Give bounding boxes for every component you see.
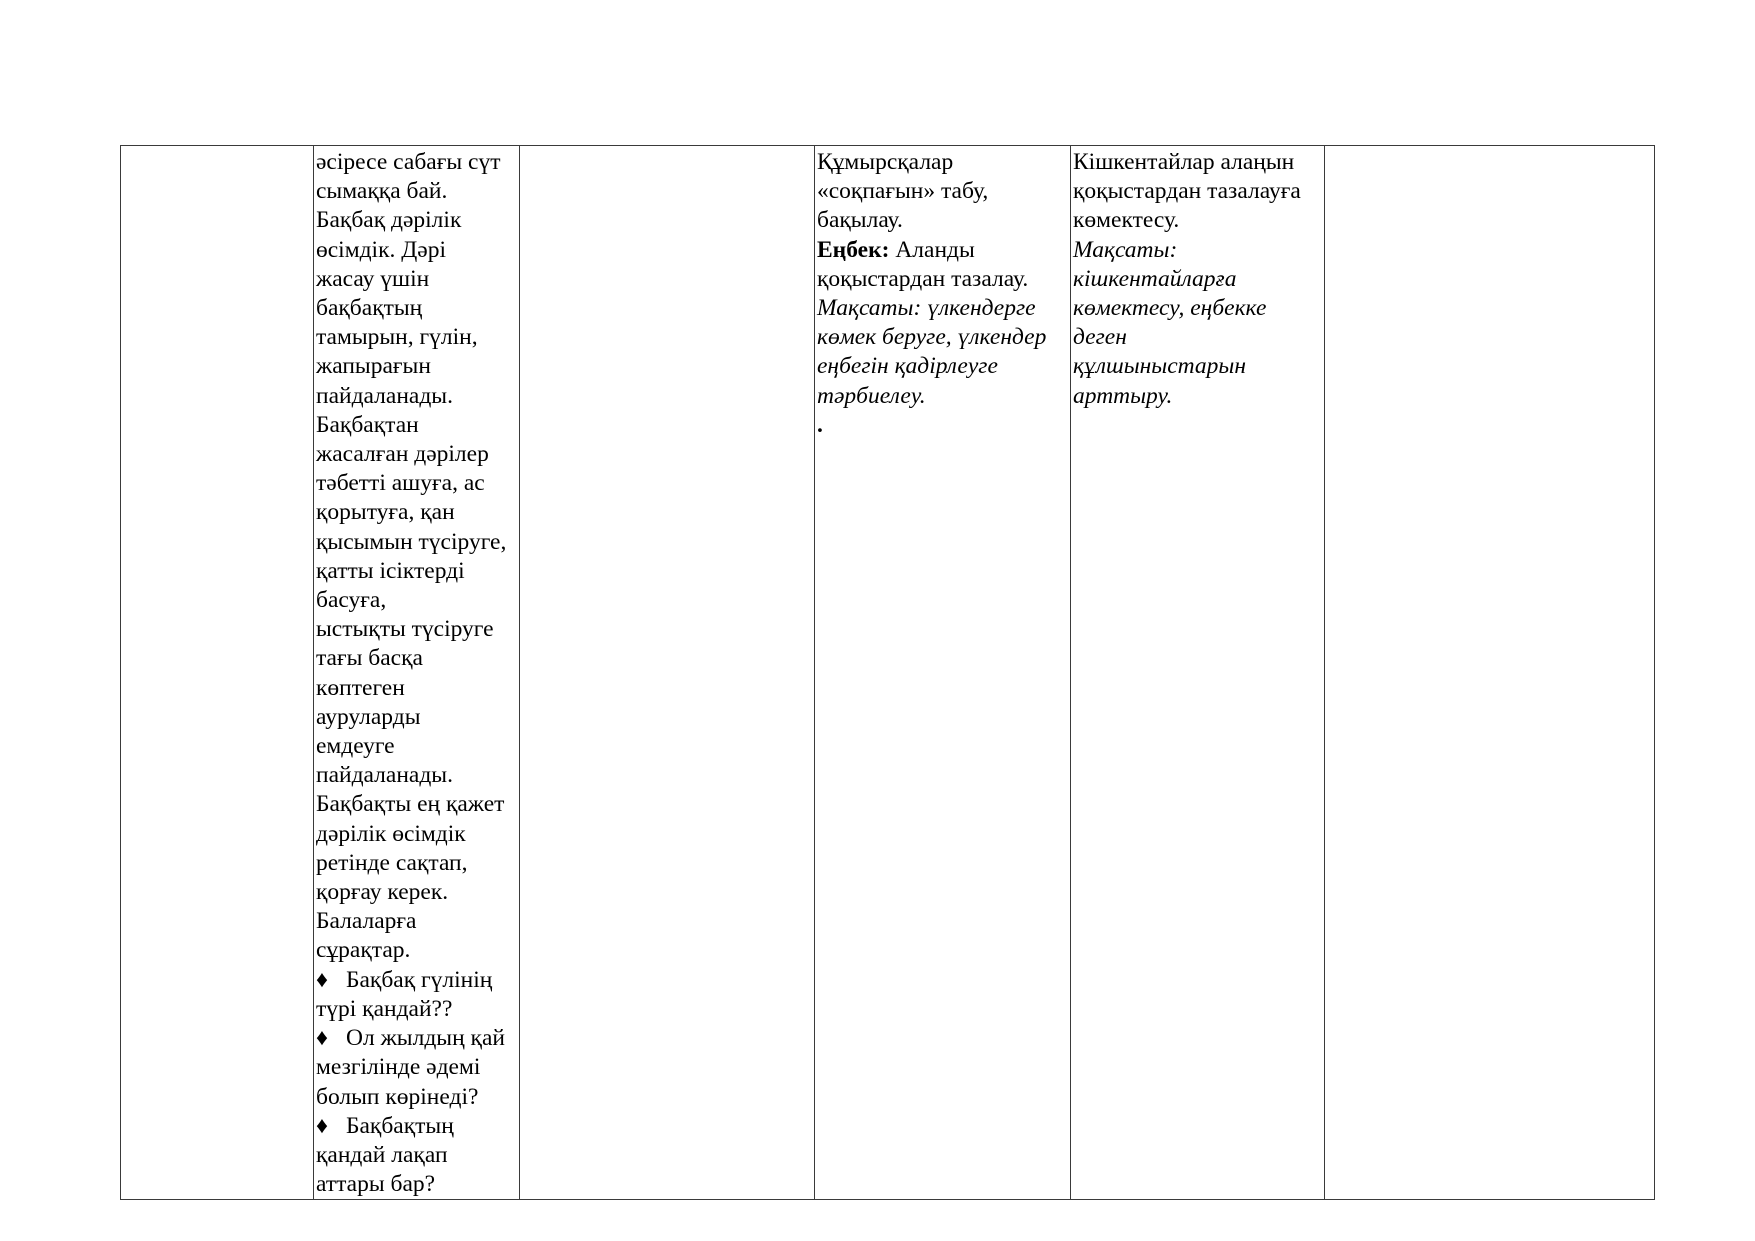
text-line: қандай лақап (316, 1141, 448, 1168)
text-line: тамырын, гүлін, (316, 324, 478, 351)
text-line: жасалған дәрілер (316, 441, 489, 468)
text-line: тағы басқа (316, 645, 423, 672)
text-line: емдеуге (316, 733, 395, 760)
plan-table (120, 145, 1655, 1200)
question-item (316, 1112, 517, 1141)
goal-line: көмектесу, еңбекке (1073, 295, 1267, 322)
trailing-dot: . (817, 411, 823, 438)
diamond-bullet-icon: ♦ (316, 1112, 328, 1139)
text-line: бақылау. (817, 207, 903, 234)
text-line: болып көрінеді? (316, 1083, 479, 1110)
text-line: дәрілік өсімдік (316, 820, 466, 847)
text-line: қысымын түсіруге, (316, 528, 507, 555)
text-line: Бақбақ дәрілік (316, 207, 462, 234)
goal-line: Мақсаты: үлкендерге (817, 295, 1036, 322)
text-line: бақбақтың (316, 295, 423, 322)
question-item (316, 966, 517, 995)
goal-line: еңбегін қадірлеуге (817, 353, 998, 380)
goal-line: көмек беруге, үлкендер (817, 324, 1047, 351)
goal-line: арттыру. (1073, 382, 1173, 409)
text-line: көптеген (316, 674, 405, 701)
text-line: Құмырсқалар (817, 149, 954, 175)
text-line: ретінде сақтап, (316, 849, 468, 876)
text-line: жасау үшін (316, 265, 430, 292)
cell-empty-1 (121, 146, 314, 1200)
cell-ants-observation (815, 146, 1071, 1200)
text-line: басуға, (316, 587, 387, 614)
goal-line: Мақсаты: (1073, 236, 1178, 263)
text-line: Балаларға (316, 908, 417, 935)
cell-empty-6 (1325, 146, 1655, 1200)
question-item (316, 1024, 517, 1053)
text-line: «соқпағын» табу, (817, 178, 989, 205)
question-text: Ол жылдың қай (346, 1025, 505, 1052)
text-line: жапырағын (316, 353, 431, 380)
goal-line: тәрбиелеу. (817, 382, 926, 409)
text-line: қорытуға, қан (316, 499, 455, 526)
text-line: Бақбақты ең қажет (316, 791, 505, 818)
text-line: өсімдік. Дәрі (316, 236, 446, 263)
text-line: тәбетті ашуға, ас (316, 470, 485, 497)
diamond-bullet-icon: ♦ (316, 1025, 328, 1052)
goal-line: кішкентайларға (1073, 265, 1237, 292)
text-line: Кішкентайлар алаңын (1073, 149, 1295, 175)
question-text: Бақбақтың (346, 1112, 454, 1139)
cell-dandelion-description (314, 146, 520, 1200)
text-line: пайдаланады. (316, 762, 453, 789)
cell-empty-3 (520, 146, 815, 1200)
text-line: ыстықты түсіруге (316, 616, 494, 643)
labor-label: Еңбек: (817, 236, 890, 263)
diamond-bullet-icon: ♦ (316, 966, 328, 993)
table-row (121, 146, 1655, 1200)
text-line: ауруларды (316, 703, 421, 730)
goal-line: деген (1073, 324, 1127, 351)
text-line: сұрақтар. (316, 937, 411, 964)
text-line: мезгілінде әдемі (316, 1054, 481, 1081)
text-line: түрі қандай?? (316, 995, 453, 1022)
text-line: қоқыстардан тазалау. (817, 265, 1029, 292)
goal-line: құлшыныстарын (1073, 353, 1246, 380)
text-line: сымаққа бай. (316, 178, 448, 205)
text-line: қорғау керек. (316, 879, 449, 906)
text-line: қатты ісіктерді (316, 557, 465, 584)
cell-help-little-ones (1071, 146, 1325, 1200)
text-line: пайдаланады. (316, 382, 453, 409)
labor-text: Аланды (889, 236, 975, 263)
text-line: әсіресе сабағы сүт (316, 149, 501, 175)
text-line: аттары бар? (316, 1171, 436, 1198)
text-line: көмектесу. (1073, 207, 1180, 234)
text-line: Бақбақтан (316, 411, 419, 438)
text-line: қоқыстардан тазалауға (1073, 178, 1301, 205)
labor-line (817, 236, 1068, 265)
question-text: Бақбақ гүлінің (346, 966, 493, 993)
